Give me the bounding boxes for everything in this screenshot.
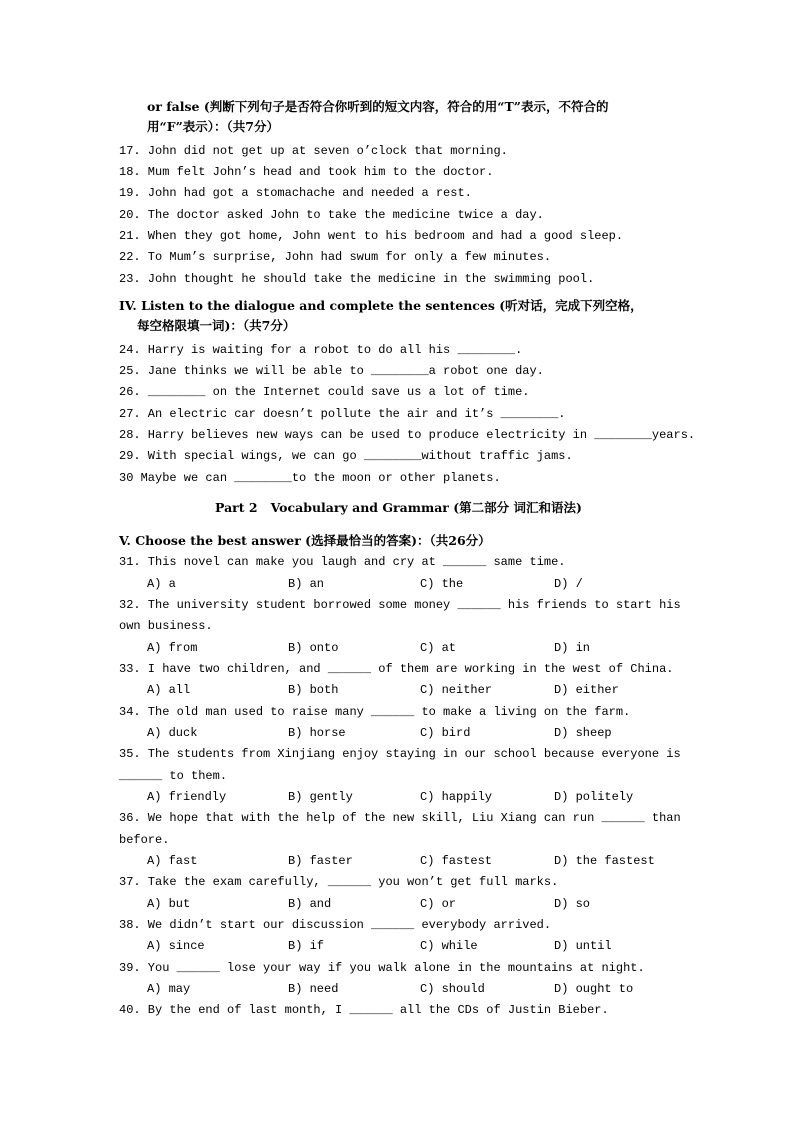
question-35-option-b: B) gently [288, 790, 353, 804]
question-37-option-d: D) so [554, 897, 591, 911]
question-21: 21. When they got home, John went to his bedroom and had a good sleep. [119, 229, 624, 243]
question-37-option-a: A) but [147, 897, 191, 911]
part2-title: Part 2 Vocabulary and Grammar (第二部分 词汇和语法) [215, 500, 582, 515]
question-33-option-b: B) both [288, 683, 339, 697]
question-20: 20. The doctor asked John to take the medicine twice a day. [119, 208, 544, 222]
question-30: 30 Maybe we can ________to the moon or other planets. [119, 471, 501, 485]
section-iv-heading-line1: IV. Listen to the dialogue and complete the sentences (听对话，完成下列空格， [119, 298, 643, 313]
question-33-option-c: C) neither [420, 683, 493, 697]
question-32-stem-cont: own business. [119, 619, 213, 633]
question-36-option-b: B) faster [288, 854, 353, 868]
question-32-option-d: D) in [554, 641, 591, 655]
question-35-stem-cont: ______ to them. [119, 769, 228, 783]
question-39-option-a: A) may [147, 982, 191, 996]
question-35-option-a: A) friendly [147, 790, 227, 804]
question-18: 18. Mum felt John’s head and took him to the doctor. [119, 165, 494, 179]
question-37-option-b: B) and [288, 897, 332, 911]
question-27: 27. An electric car doesn’t pollute the air and it’s ________. [119, 407, 566, 421]
question-36-option-d: D) the fastest [554, 854, 655, 868]
question-36-option-a: A) fast [147, 854, 198, 868]
question-22: 22. To Mum’s surprise, John had swum for only a few minutes. [119, 250, 552, 264]
question-34-option-b: B) horse [288, 726, 346, 740]
question-29: 29. With special wings, we can go ________without traffic jams. [119, 449, 573, 463]
question-19: 19. John had got a stomachache and needed a rest. [119, 186, 472, 200]
question-38-option-d: D) until [554, 939, 612, 953]
question-36-option-c: C) fastest [420, 854, 493, 868]
question-38-option-c: C) while [420, 939, 478, 953]
question-33-option-a: A) all [147, 683, 191, 697]
question-32-option-c: C) at [420, 641, 457, 655]
section-v-heading: V. Choose the best answer (选择最恰当的答案)：（共26分） [119, 533, 491, 548]
question-34-option-a: A) duck [147, 726, 198, 740]
question-31-option-d: D) / [554, 577, 583, 591]
question-31-option-a: A) a [147, 577, 176, 591]
question-31-option-c: C) the [420, 577, 464, 591]
question-33-stem: 33. I have two children, and ______ of them are working in the west of China. [119, 662, 674, 676]
section-iii-heading-line1: or false (判断下列句子是否符合你听到的短文内容，符合的用“T”表示，不符合的 [147, 99, 609, 114]
question-38-option-b: B) if [288, 939, 325, 953]
question-17: 17. John did not get up at seven o’clock that morning. [119, 144, 508, 158]
question-34-stem: 34. The old man used to raise many ______ to make a living on the farm. [119, 705, 631, 719]
question-31-option-b: B) an [288, 577, 325, 591]
question-38-stem: 38. We didn’t start our discussion ______ everybody arrived. [119, 918, 552, 932]
question-26: 26. ________ on the Internet could save us a lot of time. [119, 385, 530, 399]
question-31-stem: 31. This novel can make you laugh and cry at ______ same time. [119, 555, 566, 569]
question-37-option-c: C) or [420, 897, 457, 911]
question-32-option-b: B) onto [288, 641, 339, 655]
question-32-stem: 32. The university student borrowed some money ______ his friends to start his [119, 598, 681, 612]
question-23: 23. John thought he should take the medicine in the swimming pool. [119, 272, 595, 286]
question-34-option-d: D) sheep [554, 726, 612, 740]
question-32-option-a: A) from [147, 641, 198, 655]
question-28: 28. Harry believes new ways can be used to produce electricity in ________years. [119, 428, 696, 442]
section-iii-heading-line2: 用“F”表示）：（共7分） [147, 119, 279, 134]
question-39-option-d: D) ought to [554, 982, 634, 996]
question-39-stem: 39. You ______ lose your way if you walk alone in the mountains at night. [119, 961, 645, 975]
question-37-stem: 37. Take the exam carefully, ______ you won’t get full marks. [119, 875, 559, 889]
section-iv-heading-line2: 每空格限填一词)：（共7分） [137, 318, 296, 333]
question-38-option-a: A) since [147, 939, 205, 953]
question-40-stem: 40. By the end of last month, I ______ all the CDs of Justin Bieber. [119, 1003, 609, 1017]
question-35-option-d: D) politely [554, 790, 634, 804]
question-24: 24. Harry is waiting for a robot to do all his ________. [119, 343, 523, 357]
question-25: 25. Jane thinks we will be able to ________a robot one day. [119, 364, 544, 378]
question-39-option-b: B) need [288, 982, 339, 996]
question-36-stem: 36. We hope that with the help of the new skill, Liu Xiang can run ______ than [119, 811, 681, 825]
question-34-option-c: C) bird [420, 726, 471, 740]
question-35-stem: 35. The students from Xinjiang enjoy staying in our school because everyone is [119, 747, 681, 761]
question-33-option-d: D) either [554, 683, 619, 697]
question-39-option-c: C) should [420, 982, 485, 996]
question-36-stem-cont: before. [119, 833, 170, 847]
question-35-option-c: C) happily [420, 790, 493, 804]
